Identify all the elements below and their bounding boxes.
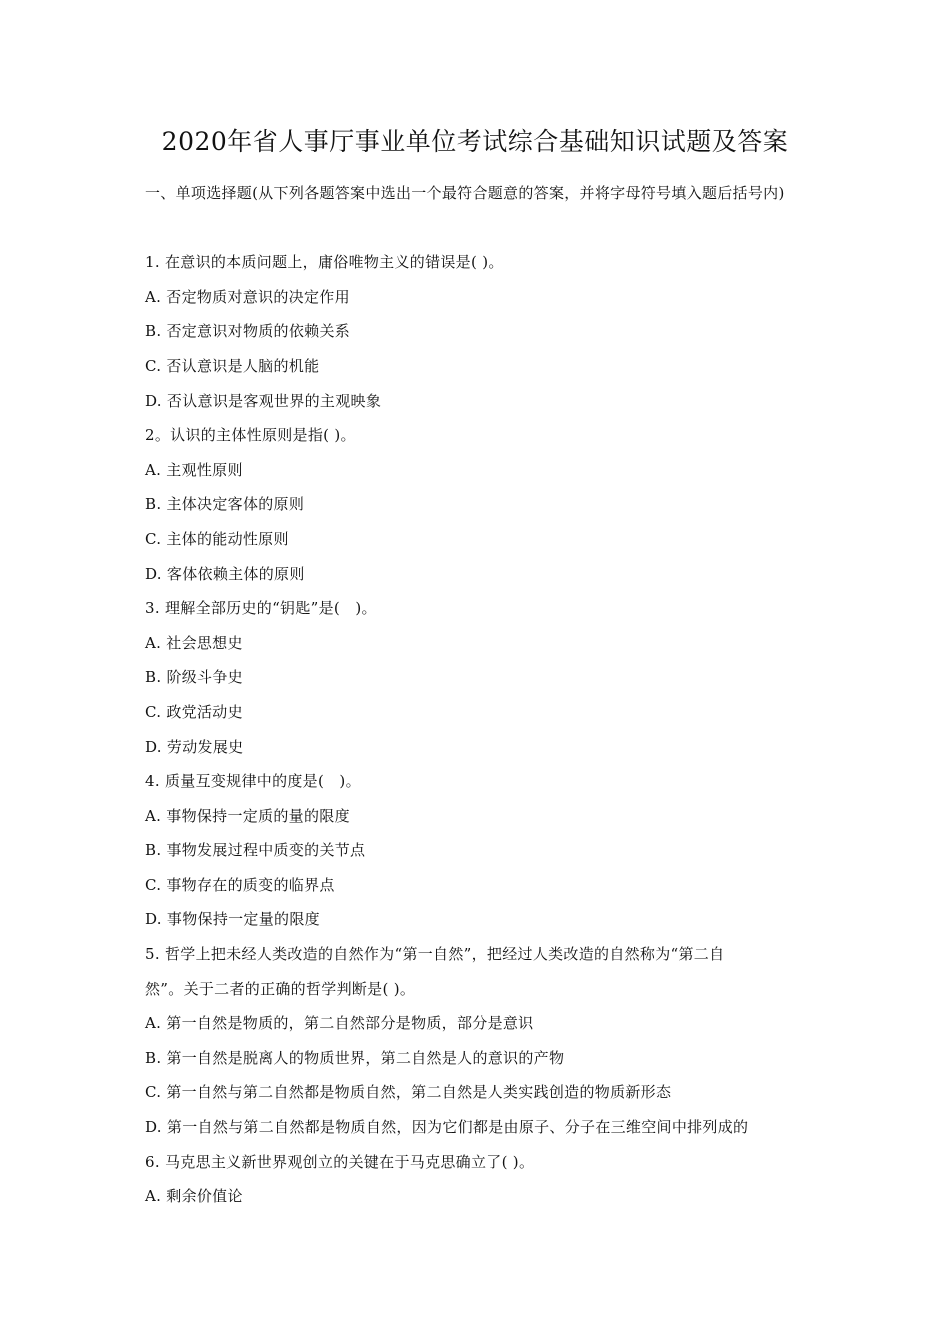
question-stem: 4. 质量互变规律中的度是( )。	[145, 772, 361, 791]
question-option: B. 事物发展过程中质变的关节点	[145, 841, 366, 860]
question-option: C. 第一自然与第二自然都是物质自然，第二自然是人类实践创造的物质新形态	[145, 1083, 672, 1102]
question-option: C. 政党活动史	[145, 702, 243, 721]
question-option: C. 否认意识是人脑的机能	[145, 356, 320, 375]
question-option: C. 主体的能动性原则	[145, 529, 289, 548]
question-stem: 3. 理解全部历史的“钥匙”是( )。	[145, 599, 377, 618]
question-option: A. 否定物质对意识的决定作用	[145, 287, 350, 306]
document-title: 2020年省人事厅事业单位考试综合基础知识试题及答案	[161, 127, 789, 156]
question-option: B. 第一自然是脱离人的物质世界，第二自然是人的意识的产物	[145, 1048, 565, 1067]
question-option: A. 社会思想史	[145, 633, 243, 652]
question-option: B. 阶级斗争史	[145, 668, 243, 687]
question-option: A. 主观性原则	[145, 460, 243, 479]
question-stem: 1. 在意识的本质问题上，庸俗唯物主义的错误是( )。	[145, 253, 504, 272]
question-option: B. 否定意识对物质的依赖关系	[145, 322, 351, 341]
question-stem: 5. 哲学上把未经人类改造的自然作为“第一自然”，把经过人类改造的自然称为“第二自	[145, 945, 725, 964]
question-option: C. 事物存在的质变的临界点	[145, 875, 335, 894]
question-stem-continued: 然”。关于二者的正确的哲学判断是( )。	[145, 979, 416, 998]
question-option: D. 事物保持一定量的限度	[145, 910, 320, 929]
document-body	[145, 176, 813, 1214]
question-option: D. 劳动发展史	[145, 737, 244, 756]
section-heading: 一、单项选择题(从下列各题答案中选出一个最符合题意的答案，并将字母符号填入题后括号内)	[145, 184, 785, 202]
question-option: D. 客体依赖主体的原则	[145, 564, 305, 583]
question-option: A. 第一自然是物质的，第二自然部分是物质，部分是意识	[145, 1014, 534, 1033]
question-option: A. 剩余价值论	[145, 1187, 243, 1206]
question-option: B. 主体决定客体的原则	[145, 495, 305, 514]
question-stem: 6. 马克思主义新世界观创立的关键在于马克思确立了( )。	[145, 1152, 535, 1171]
question-option: D. 否认意识是客观世界的主观映象	[145, 391, 382, 410]
question-stem: 2。认识的主体性原则是指( )。	[145, 426, 356, 445]
question-option: D. 第一自然与第二自然都是物质自然，因为它们都是由原子、分子在三维空间中排列成的	[145, 1118, 749, 1137]
question-option: A. 事物保持一定质的量的限度	[145, 806, 350, 825]
